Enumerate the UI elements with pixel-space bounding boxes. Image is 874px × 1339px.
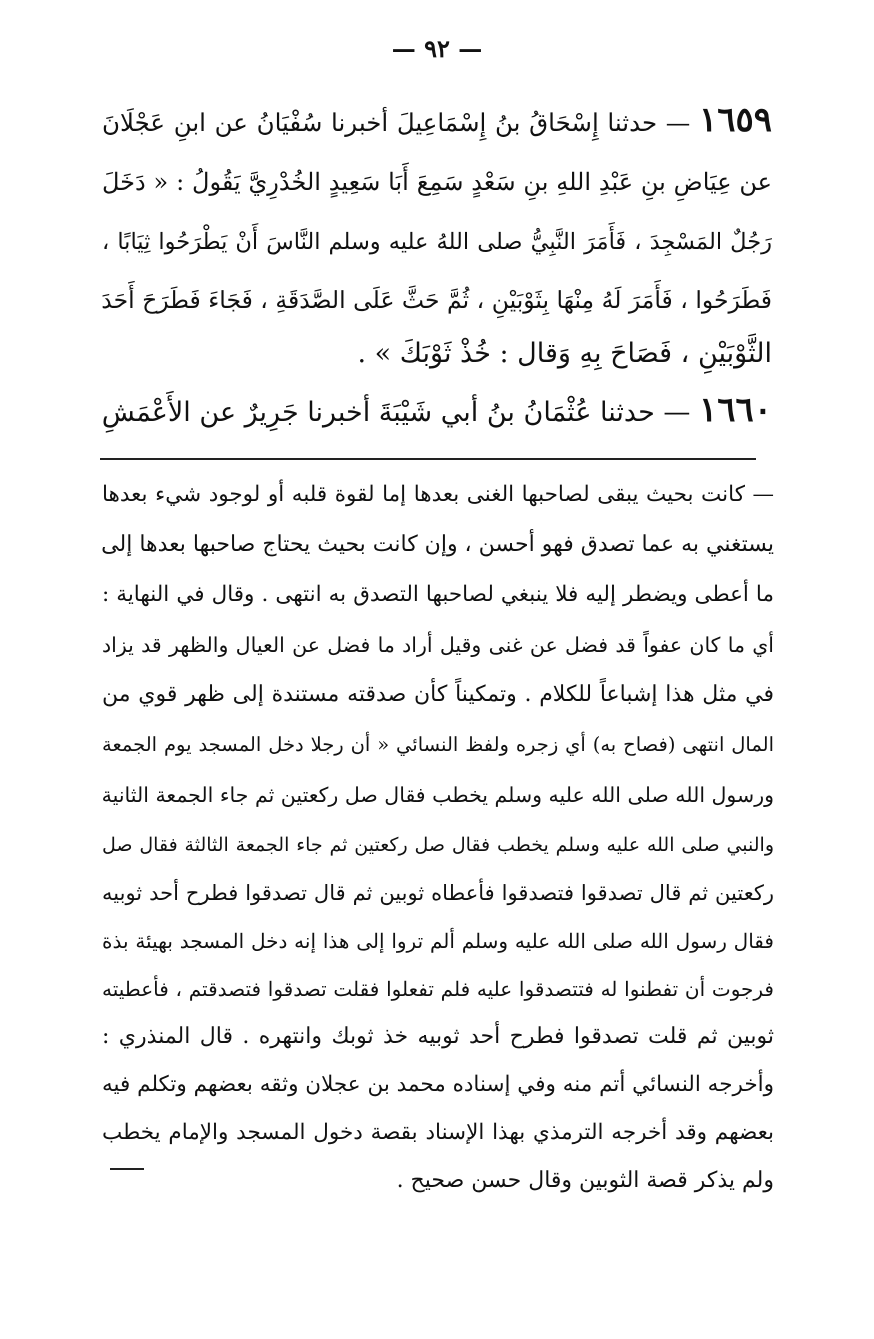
- main-text-line: — حدثنا إِسْحَاقُ بنُ إِسْمَاعِيلَ أخبرنا سُفْيَانُ عن ابنِ عَجْلَانَ: [102, 108, 691, 137]
- footnote-line: أي ما كان عفواً قد فضل عن غنى وقيل أراد ما فضل عن العيال والظهر قد يزاد: [102, 633, 774, 657]
- footnote-divider: [100, 458, 756, 460]
- hadith-1659-line-3: رَجُلٌ المَسْجِدَ ، فَأَمَرَ النَّبِيُّ صلى اللهُ عليه وسلم النَّاسَ أَنْ يَطْرَحُوا ثِيَابًا ،: [102, 229, 772, 255]
- hadith-1659-line-5: الثَّوْبَيْنِ ، فَصَاحَ بِهِ وَقال : خُذْ ثَوْبَكَ » .: [357, 338, 772, 369]
- hadith-number: ١٦٦٠: [698, 390, 772, 430]
- footnote-line: — كانت بحيث يبقى لصاحبها الغنى بعدها إما لقوة قلبه أو لوجود شيء بعدها: [102, 482, 774, 507]
- page-number: — ٩٢ —: [391, 34, 483, 63]
- footnote-line: ركعتين ثم قال تصدقوا فتصدقوا فأعطاه ثوبين ثم قال تصدقوا فطرح أحد ثوبيه: [102, 881, 774, 905]
- footnote-line: ما أعطى ويضطر إليه فلا ينبغي لصاحبها التصدق به انتهى . وقال في النهاية :: [102, 582, 774, 607]
- footnote-line: في مثل هذا إشباعاً للكلام . وتمكيناً كأن صدقته مستندة إلى ظهر قوي من: [102, 682, 774, 707]
- footnote-line: فرجوت أن تفطنوا له فتتصدقوا عليه فلم تفعلوا فقلت تصدقوا فتصدقتم ، فأعطيته: [102, 977, 774, 1001]
- main-text-line: — حدثنا عُثْمَانُ بنُ أبي شَيْبَةَ أخبرنا جَرِيرٌ عن الأَعْمَشِ: [101, 397, 691, 428]
- footnote-end-dash: [110, 1168, 144, 1170]
- hadith-number: ١٦٥٩: [698, 100, 772, 140]
- hadith-1660-line-1: [102, 390, 772, 433]
- hadith-1659-line-1: [102, 100, 772, 143]
- hadith-1659-line-4: فَطَرَحُوا ، فَأَمَرَ لَهُ مِنْهَا بِثَوْبَيْنِ ، ثُمَّ حَثَّ عَلَى الصَّدَقَةِ ، فَجَاءَ فَطَرَحَ أَحَدَ: [101, 286, 772, 314]
- footnote-line: ثوبين ثم قلت تصدقوا فطرح أحد ثوبيه خذ ثوبك وانتهره . قال المنذري :: [102, 1024, 774, 1049]
- footnote-line: يستغني به عما تصدق فهو أحسن ، وإن كانت بحيث يحتاج صاحبها بعدها إلى: [101, 532, 774, 557]
- hadith-1659-line-2: عن عِيَاضِ بنِ عَبْدِ اللهِ بنِ سَعْدٍ سَمِعَ أَبَا سَعِيدٍ الخُدْرِيَّ يَقُولُ : « دَخَلَ: [102, 168, 772, 196]
- footnote-line: والنبي صلى الله عليه وسلم يخطب فقال صل ركعتين ثم جاء الجمعة الثالثة فقال صل: [102, 834, 774, 856]
- footnote-line: ورسول الله صلى الله عليه وسلم يخطب فقال صل ركعتين ثم جاء الجمعة الثانية: [101, 783, 774, 807]
- footnote-line: ولم يذكر قصة الثوبين وقال حسن صحيح .: [396, 1168, 774, 1193]
- footnote-line: فقال رسول الله صلى الله عليه وسلم ألم تروا إلى هذا إنه دخل المسجد بهيئة بذة: [102, 929, 774, 953]
- footnote-line: المال انتهى (فصاح به) أي زجره ولفظ النسائي « أن رجلا دخل المسجد يوم الجمعة: [102, 733, 774, 756]
- footnote-line: وأخرجه النسائي أتم منه وفي إسناده محمد بن عجلان وثقه بعضهم وتكلم فيه: [102, 1072, 774, 1097]
- footnote-line: بعضهم وقد أخرجه الترمذي بهذا الإسناد بقصة دخول المسجد والإمام يخطب: [102, 1120, 774, 1145]
